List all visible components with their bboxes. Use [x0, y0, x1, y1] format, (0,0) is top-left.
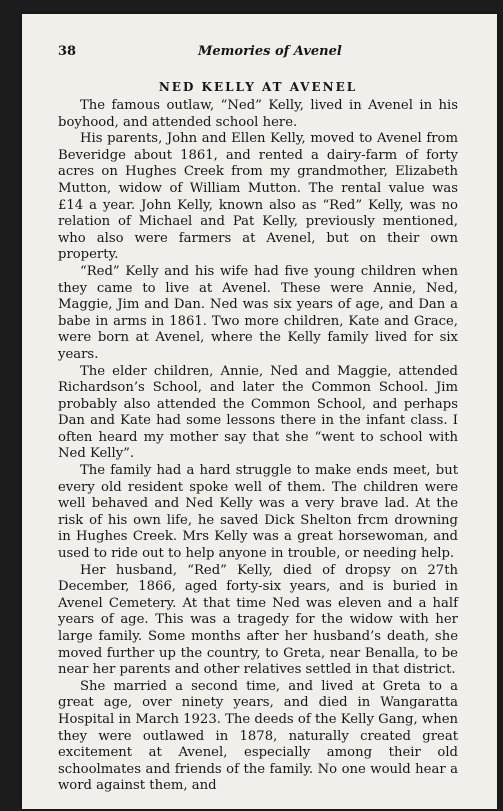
chapter-title: NED KELLY AT AVENEL [158, 80, 358, 94]
paragraph: She married a second time, and lived at Greta to a great age, over ninety years, and died in Wangaratta Hospital in March 1923. The deeds of the Kelly Gang, when they were outlawed in 1878, naturally created great excitement at Avenel, especially among their old schoolmates and friends of the family. No one would hear a word against them, and [58, 678, 458, 794]
page-header [58, 44, 458, 62]
page-number: 38 [58, 44, 77, 59]
paragraph: His parents, John and Ellen Kelly, moved to Avenel from Beveridge about 1861, and rented a dairy-farm of forty acres on Hughes Creek from my grandmother, Elizabeth Mutton, widow of William Mutton. The rental value was £14 a year. John Kelly, known also as “Red” Kelly, was no relation of Michael and Pat Kelly, previously mentioned, who also were farmers at Avenel, but on their own property. [58, 131, 458, 263]
paragraph: Her husband, “Red” Kelly, died of dropsy on 27th December, 1866, aged forty-six years, and is buried in Avenel Cemetery. At that time Ned was eleven and a half years of age. This was a tragedy for the widow with her large family. Some months after her husband’s death, she moved further up the country, to Greta, near Benalla, to be near her parents and other relatives settled in that district. [58, 562, 458, 678]
body-text [58, 98, 458, 795]
paragraph: “Red” Kelly and his wife had five young children when they came to live at Avenel. These were Annie, Ned, Maggie, Jim and Dan. Ned was six years of age, and Dan a babe in arms in 1861. Two more children, Kate and Grace, were born at Avenel, where the Kelly family lived for six years. [58, 263, 458, 362]
running-title: Memories of Avenel [198, 44, 342, 59]
paragraph: The famous outlaw, “Ned” Kelly, lived in Avenel in his boyhood, and attended school here. [58, 98, 458, 130]
paragraph: The elder children, Annie, Ned and Maggie, attended Richardson’s School, and later the Common School. Jim probably also attended the Common School, and perhaps Dan and Kate had some lessons there in the infant class. I often heard my mother say that she “went to school with Ned Kelly”. [58, 363, 458, 462]
paragraph: The family had a hard struggle to make ends meet, but every old resident spoke well of them. The children were well behaved and Ned Kelly was a very brave lad. At the risk of his own life, he saved Dick Shelton frcm drowning in Hughes Creek. Mrs Kelly was a great horsewoman, and used to ride out to help anyone in trouble, or needing help. [58, 463, 458, 562]
